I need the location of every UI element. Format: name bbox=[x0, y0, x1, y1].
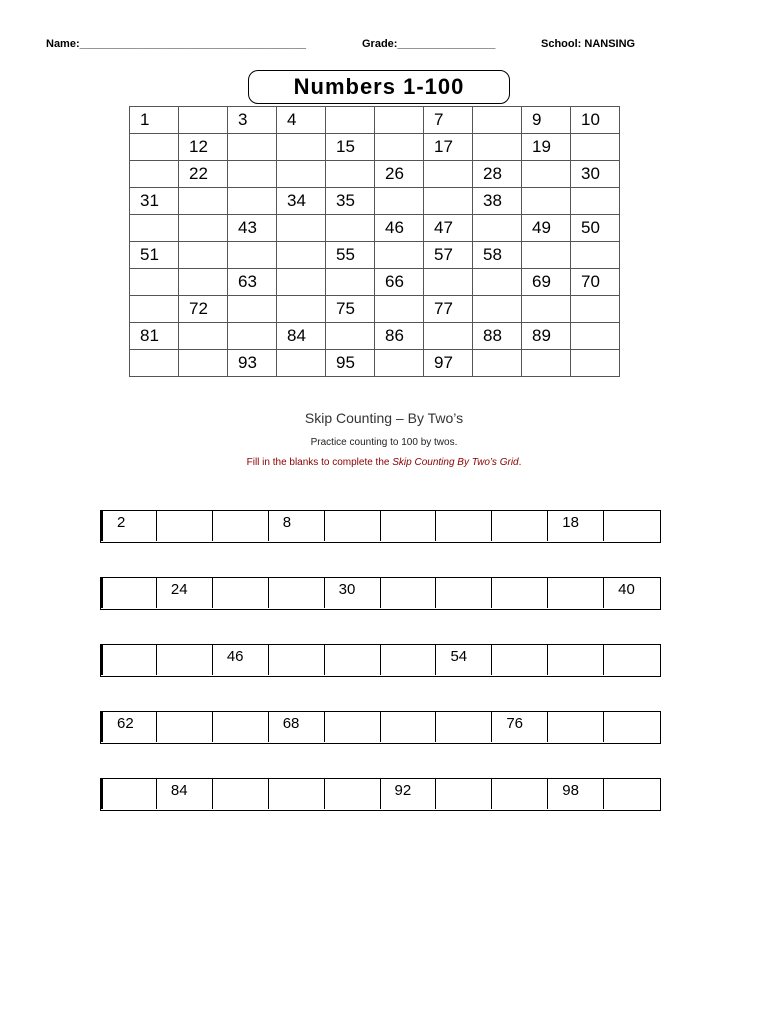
skip-cell: 30 bbox=[325, 578, 381, 608]
chart-cell: 57 bbox=[424, 242, 473, 269]
chart-row bbox=[130, 161, 620, 188]
chart-blank-cell[interactable] bbox=[130, 215, 179, 242]
chart-row bbox=[130, 188, 620, 215]
chart-blank-cell[interactable] bbox=[522, 242, 571, 269]
chart-blank-cell[interactable] bbox=[473, 350, 522, 377]
instruction-fill-post: . bbox=[518, 457, 522, 468]
chart-blank-cell[interactable] bbox=[424, 188, 473, 215]
skip-blank-cell[interactable] bbox=[325, 511, 381, 541]
chart-blank-cell[interactable] bbox=[424, 269, 473, 296]
chart-blank-cell[interactable] bbox=[179, 269, 228, 296]
skip-cell: 62 bbox=[101, 712, 157, 742]
chart-blank-cell[interactable] bbox=[277, 296, 326, 323]
chart-cell: 7 bbox=[424, 107, 473, 134]
skip-blank-cell[interactable] bbox=[157, 511, 213, 541]
chart-blank-cell[interactable] bbox=[228, 242, 277, 269]
skip-cell: 24 bbox=[157, 578, 213, 608]
chart-cell: 97 bbox=[424, 350, 473, 377]
skip-blank-cell[interactable] bbox=[604, 779, 660, 809]
skip-blank-cell[interactable] bbox=[381, 578, 437, 608]
skip-blank-cell[interactable] bbox=[436, 511, 492, 541]
chart-blank-cell[interactable] bbox=[375, 188, 424, 215]
chart-cell: 34 bbox=[277, 188, 326, 215]
skip-row bbox=[100, 778, 661, 811]
instruction-fill-pre: Fill in the blanks to complete the bbox=[246, 457, 393, 468]
chart-row bbox=[130, 242, 620, 269]
chart-cell: 35 bbox=[326, 188, 375, 215]
skip-blank-cell[interactable] bbox=[381, 645, 437, 675]
chart-blank-cell[interactable] bbox=[277, 242, 326, 269]
skip-cell: 18 bbox=[548, 511, 604, 541]
chart-cell: 95 bbox=[326, 350, 375, 377]
chart-row bbox=[130, 296, 620, 323]
chart-blank-cell[interactable] bbox=[228, 296, 277, 323]
chart-blank-cell[interactable] bbox=[130, 296, 179, 323]
skip-blank-cell[interactable] bbox=[269, 578, 325, 608]
chart-cell: 69 bbox=[522, 269, 571, 296]
chart-blank-cell[interactable] bbox=[130, 269, 179, 296]
chart-blank-cell[interactable] bbox=[179, 188, 228, 215]
school-label: School: NANSING bbox=[541, 38, 636, 50]
chart-cell: 22 bbox=[179, 161, 228, 188]
skip-blank-cell[interactable] bbox=[325, 712, 381, 742]
skip-blank-cell[interactable] bbox=[101, 578, 157, 608]
chart-cell: 84 bbox=[277, 323, 326, 350]
chart-blank-cell[interactable] bbox=[571, 296, 620, 323]
chart-cell: 50 bbox=[571, 215, 620, 242]
skip-blank-cell[interactable] bbox=[492, 578, 548, 608]
chart-cell: 77 bbox=[424, 296, 473, 323]
instruction-fill-emphasis: Skip Counting By Two’s Grid bbox=[392, 457, 519, 468]
chart-blank-cell[interactable] bbox=[375, 242, 424, 269]
chart-cell: 12 bbox=[179, 134, 228, 161]
chart-cell: 72 bbox=[179, 296, 228, 323]
skip-blank-cell[interactable] bbox=[492, 645, 548, 675]
skip-blank-cell[interactable] bbox=[381, 511, 437, 541]
chart-cell: 10 bbox=[571, 107, 620, 134]
skip-blank-cell[interactable] bbox=[381, 712, 437, 742]
chart-blank-cell[interactable] bbox=[375, 134, 424, 161]
chart-cell: 81 bbox=[130, 323, 179, 350]
skip-cell: 2 bbox=[101, 511, 157, 541]
chart-blank-cell[interactable] bbox=[571, 242, 620, 269]
chart-blank-cell[interactable] bbox=[326, 215, 375, 242]
chart-blank-cell[interactable] bbox=[522, 350, 571, 377]
skip-blank-cell[interactable] bbox=[548, 578, 604, 608]
skip-cell: 8 bbox=[269, 511, 325, 541]
chart-cell: 38 bbox=[473, 188, 522, 215]
skip-cell: 40 bbox=[618, 581, 635, 598]
chart-cell: 3 bbox=[228, 107, 277, 134]
chart-row bbox=[130, 323, 620, 350]
chart-blank-cell[interactable] bbox=[179, 350, 228, 377]
worksheet-header bbox=[0, 38, 768, 56]
chart-cell: 1 bbox=[130, 107, 179, 134]
chart-blank-cell[interactable] bbox=[473, 134, 522, 161]
chart-cell: 19 bbox=[522, 134, 571, 161]
chart-cell: 17 bbox=[424, 134, 473, 161]
chart-blank-cell[interactable] bbox=[522, 296, 571, 323]
chart-blank-cell[interactable] bbox=[326, 269, 375, 296]
skip-row bbox=[100, 644, 661, 677]
chart-blank-cell[interactable] bbox=[571, 323, 620, 350]
chart-cell: 55 bbox=[326, 242, 375, 269]
chart-cell: 51 bbox=[130, 242, 179, 269]
chart-blank-cell[interactable] bbox=[277, 350, 326, 377]
skip-blank-cell[interactable] bbox=[157, 645, 213, 675]
skip-blank-cell[interactable] bbox=[101, 645, 157, 675]
skip-row bbox=[100, 577, 661, 610]
chart-blank-cell[interactable] bbox=[375, 350, 424, 377]
skip-blank-cell[interactable] bbox=[325, 645, 381, 675]
chart-blank-cell[interactable] bbox=[424, 323, 473, 350]
hundred-chart bbox=[129, 106, 620, 377]
chart-cell: 47 bbox=[424, 215, 473, 242]
chart-cell: 63 bbox=[228, 269, 277, 296]
chart-row bbox=[130, 134, 620, 161]
chart-cell: 88 bbox=[473, 323, 522, 350]
chart-cell: 26 bbox=[375, 161, 424, 188]
chart-blank-cell[interactable] bbox=[179, 242, 228, 269]
skip-blank-cell[interactable] bbox=[436, 779, 492, 809]
chart-row bbox=[130, 215, 620, 242]
chart-cell: 58 bbox=[473, 242, 522, 269]
skip-blank-cell[interactable] bbox=[325, 779, 381, 809]
chart-cell: 30 bbox=[571, 161, 620, 188]
chart-blank-cell[interactable] bbox=[277, 269, 326, 296]
chart-row bbox=[130, 350, 620, 377]
chart-blank-cell[interactable] bbox=[277, 215, 326, 242]
chart-blank-cell[interactable] bbox=[473, 296, 522, 323]
skip-counting-title: Skip Counting – By Two’s bbox=[304, 410, 464, 426]
chart-blank-cell[interactable] bbox=[473, 215, 522, 242]
skip-blank-cell[interactable] bbox=[269, 779, 325, 809]
chart-blank-cell[interactable] bbox=[473, 269, 522, 296]
chart-cell: 43 bbox=[228, 215, 277, 242]
skip-cell: 46 bbox=[213, 645, 269, 675]
skip-blank-cell[interactable] bbox=[101, 779, 157, 809]
skip-blank-cell[interactable] bbox=[492, 511, 548, 541]
skip-cell: 98 bbox=[548, 779, 604, 809]
skip-cell: 68 bbox=[269, 712, 325, 742]
skip-blank-cell[interactable] bbox=[213, 779, 269, 809]
skip-row bbox=[100, 510, 661, 543]
chart-blank-cell[interactable] bbox=[277, 134, 326, 161]
chart-blank-cell[interactable] bbox=[424, 161, 473, 188]
chart-cell: 66 bbox=[375, 269, 424, 296]
skip-cell: 54 bbox=[436, 645, 492, 675]
chart-blank-cell[interactable] bbox=[228, 323, 277, 350]
skip-blank-cell[interactable] bbox=[213, 511, 269, 541]
skip-blank-cell[interactable] bbox=[604, 511, 660, 541]
chart-blank-cell[interactable] bbox=[571, 350, 620, 377]
chart-row bbox=[130, 107, 620, 134]
chart-blank-cell[interactable] bbox=[130, 350, 179, 377]
chart-blank-cell[interactable] bbox=[130, 161, 179, 188]
chart-cell: 86 bbox=[375, 323, 424, 350]
chart-blank-cell[interactable] bbox=[571, 134, 620, 161]
skip-blank-cell[interactable] bbox=[604, 645, 660, 675]
chart-blank-cell[interactable] bbox=[130, 134, 179, 161]
chart-blank-cell[interactable] bbox=[571, 188, 620, 215]
chart-blank-cell[interactable] bbox=[375, 296, 424, 323]
chart-cell: 93 bbox=[228, 350, 277, 377]
skip-blank-cell[interactable] bbox=[436, 578, 492, 608]
skip-blank-cell[interactable] bbox=[436, 712, 492, 742]
chart-blank-cell[interactable] bbox=[522, 161, 571, 188]
chart-blank-cell[interactable] bbox=[179, 107, 228, 134]
skip-blank-cell[interactable] bbox=[269, 645, 325, 675]
grade-field[interactable]: Grade:________________ bbox=[362, 38, 496, 50]
skip-blank-cell[interactable] bbox=[604, 712, 660, 742]
instruction-practice: Practice counting to 100 by twos. bbox=[310, 437, 458, 448]
skip-cell: 92 bbox=[381, 779, 437, 809]
chart-cell: 49 bbox=[522, 215, 571, 242]
skip-blank-cell[interactable] bbox=[213, 712, 269, 742]
skip-row bbox=[100, 711, 661, 744]
chart-cell: 70 bbox=[571, 269, 620, 296]
chart-blank-cell[interactable] bbox=[179, 323, 228, 350]
skip-blank-cell[interactable] bbox=[548, 712, 604, 742]
chart-blank-cell[interactable] bbox=[375, 107, 424, 134]
chart-blank-cell[interactable] bbox=[522, 188, 571, 215]
instruction-fill bbox=[0, 457, 768, 468]
chart-cell: 46 bbox=[375, 215, 424, 242]
chart-cell: 15 bbox=[326, 134, 375, 161]
chart-cell: 4 bbox=[277, 107, 326, 134]
chart-cell: 89 bbox=[522, 323, 571, 350]
page-title: Numbers 1-100 bbox=[248, 70, 510, 104]
chart-cell: 9 bbox=[522, 107, 571, 134]
chart-blank-cell[interactable] bbox=[179, 215, 228, 242]
chart-blank-cell[interactable] bbox=[326, 323, 375, 350]
chart-cell: 28 bbox=[473, 161, 522, 188]
chart-row bbox=[130, 269, 620, 296]
skip-blank-cell[interactable] bbox=[213, 578, 269, 608]
chart-blank-cell[interactable] bbox=[228, 188, 277, 215]
skip-blank-cell[interactable] bbox=[157, 712, 213, 742]
chart-blank-cell[interactable] bbox=[228, 134, 277, 161]
chart-cell: 31 bbox=[130, 188, 179, 215]
chart-blank-cell[interactable] bbox=[473, 107, 522, 134]
skip-blank-cell[interactable] bbox=[548, 645, 604, 675]
skip-cell: 84 bbox=[157, 779, 213, 809]
chart-cell: 75 bbox=[326, 296, 375, 323]
chart-blank-cell[interactable] bbox=[326, 107, 375, 134]
skip-cell: 76 bbox=[492, 712, 548, 742]
name-field[interactable]: Name:_____________________________________ bbox=[46, 38, 306, 50]
chart-blank-cell[interactable] bbox=[326, 161, 375, 188]
chart-blank-cell[interactable] bbox=[277, 161, 326, 188]
skip-blank-cell[interactable] bbox=[492, 779, 548, 809]
chart-blank-cell[interactable] bbox=[228, 161, 277, 188]
